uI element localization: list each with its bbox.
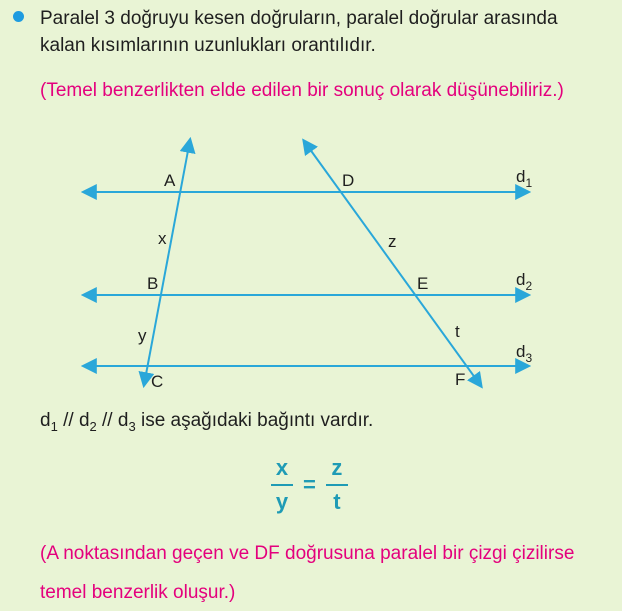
parallel-sign-1: //	[63, 410, 74, 431]
point-f-label: F	[455, 370, 466, 389]
line-d2-label: $d_2$	[516, 270, 533, 293]
point-b-label: B	[147, 274, 159, 293]
segment-z-label: z	[388, 232, 397, 251]
fraction-z-over-t	[326, 455, 348, 515]
numerator-x: x	[275, 455, 289, 480]
segment-y-label: y	[138, 326, 147, 345]
d-letter-3: d	[117, 410, 129, 431]
ratio-equation	[271, 455, 348, 515]
segment-t-label: t	[455, 322, 460, 341]
intro-line-2: kalan kısımlarının uzunlukları orantılıdır.	[40, 35, 376, 56]
transversal-df	[304, 141, 481, 386]
denominator-y: y	[275, 489, 289, 514]
point-d-label: D	[342, 171, 355, 190]
d-sub-2: 2	[89, 418, 97, 434]
intro-line-1: Paralel 3 doğruyu kesen doğruların, paralel doğrular arasında	[40, 8, 558, 29]
condition-text: ise aşağıdaki bağıntı vardır.	[140, 410, 374, 431]
parallel-sign-2: //	[102, 410, 113, 431]
fraction-bar	[271, 484, 293, 486]
d-sub-3: 3	[128, 418, 136, 434]
point-a-label: A	[164, 171, 176, 190]
note-bottom-line-1: (A noktasından geçen ve DF doğrusuna paralel bir çizgi çizilirse	[40, 543, 575, 564]
note-top: (Temel benzerlikten elde edilen bir sonuç olarak düşünebiliriz.)	[40, 80, 564, 101]
point-c-label: C	[151, 372, 164, 391]
line-d1-label: $d_1$	[516, 167, 533, 190]
fraction-bar	[326, 484, 348, 486]
equals-sign: =	[303, 472, 316, 497]
point-e-label: E	[417, 274, 429, 293]
d-letter-2: d	[78, 410, 90, 431]
line-d3-label: $d_3$	[516, 342, 533, 365]
d-letter-1: d	[40, 410, 51, 431]
numerator-z: z	[331, 455, 343, 480]
denominator-t: t	[333, 489, 341, 514]
d-sub-1: 1	[50, 418, 58, 434]
segment-x-label: x	[158, 229, 167, 248]
note-bottom-line-2: temel benzerlik oluşur.)	[40, 582, 236, 603]
parallel-condition	[40, 410, 373, 434]
fraction-x-over-y	[271, 455, 293, 515]
